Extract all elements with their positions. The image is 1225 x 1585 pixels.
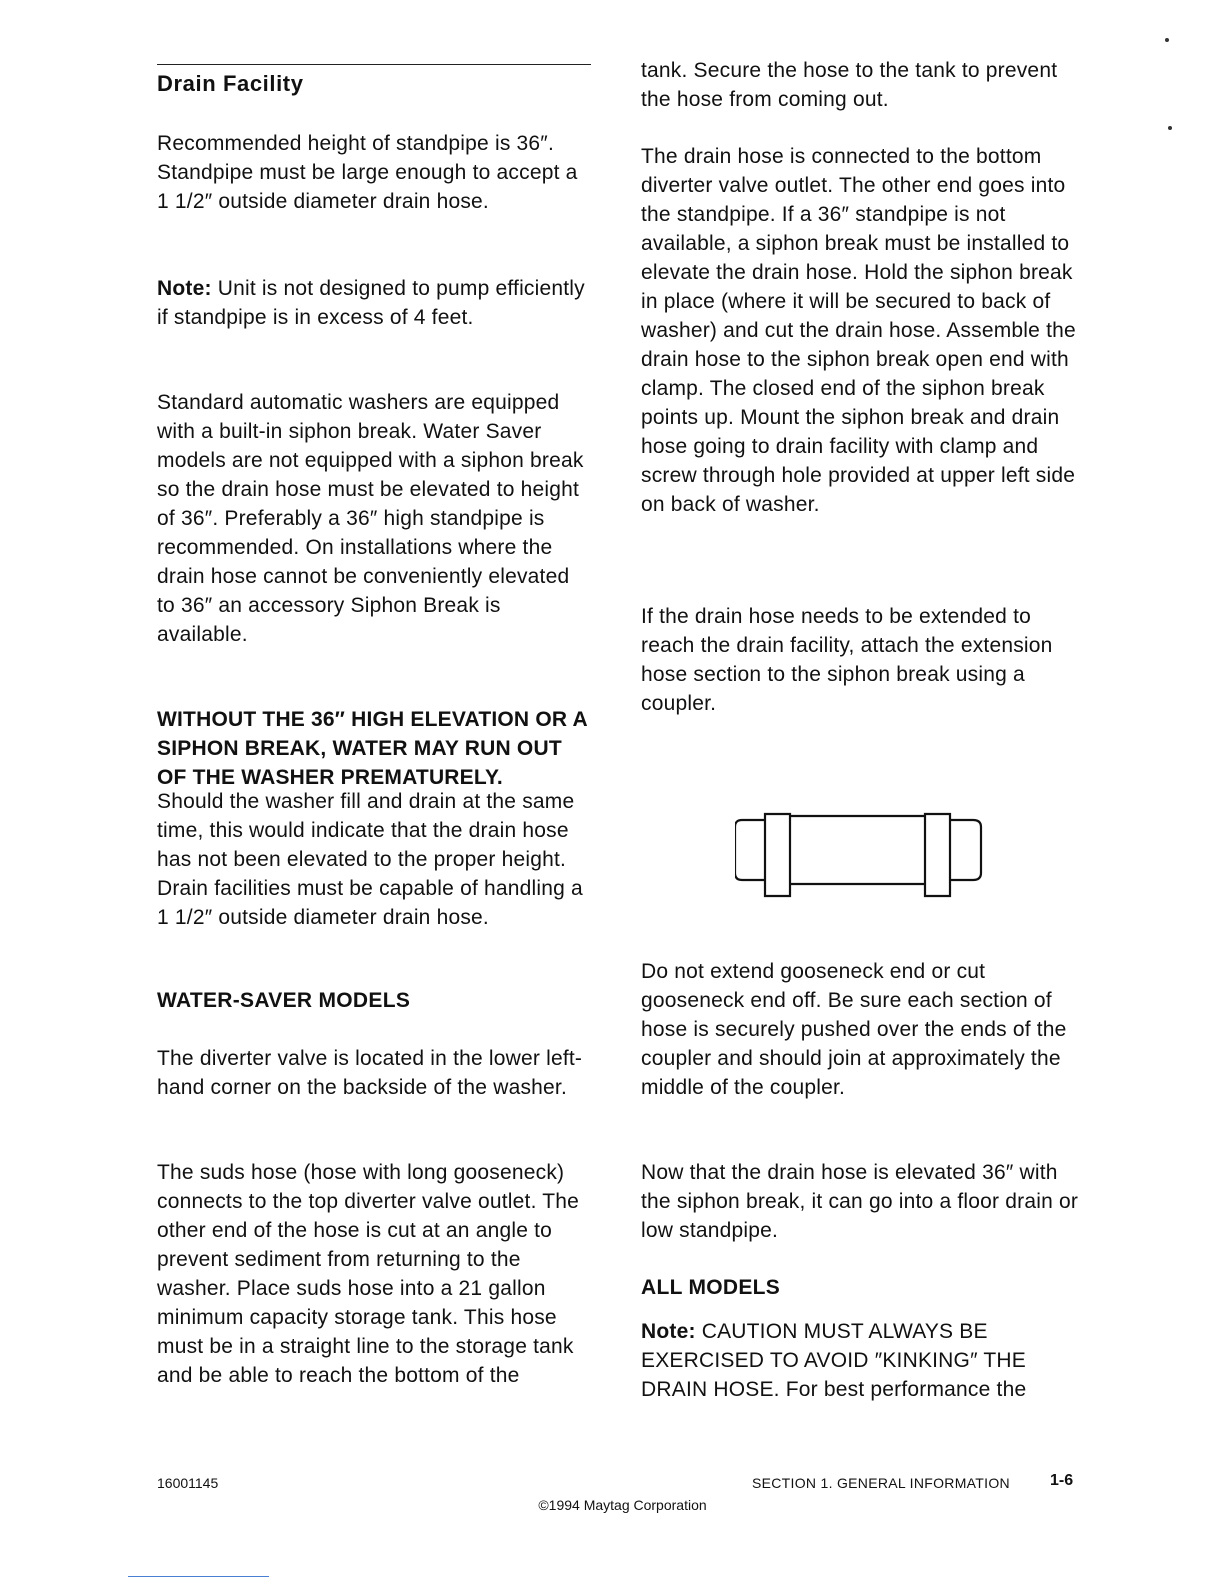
note-paragraph	[157, 274, 589, 332]
scan-speck	[1168, 126, 1172, 130]
extension-paragraph: If the drain hose needs to be extended to reach the drain facility, attach the extension hose section to the siphon break using a coupler.	[641, 605, 1053, 715]
coupler-right-end	[950, 820, 981, 880]
section-heading: Drain Facility	[157, 71, 304, 96]
diverter-valve-paragraph: The diverter valve is located in the lower left-hand corner on the backside of the washer.	[157, 1047, 583, 1099]
gooseneck-paragraph: Do not extend gooseneck end or cut gooseneck end off. Be sure each section of hose is securely pushed over the ends of the coupler and should join at approximately the middle of the coupler.	[641, 960, 1067, 1099]
elevated-paragraph: Now that the drain hose is elevated 36″ with the siphon break, it can go into a floor drain or low standpipe.	[641, 1161, 1079, 1242]
standpipe-paragraph: Recommended height of standpipe is 36″. Standpipe must be large enough to accept a 1 1/2″ outside diameter drain hose.	[157, 132, 578, 213]
document-number: 16001145	[157, 1475, 219, 1491]
bottom-link-underline	[128, 1576, 269, 1577]
drain-hose-paragraph: The drain hose is connected to the bottom diverter valve outlet. The other end goes into the standpipe. If a 36″ standpipe is not available, a siphon break must be installed to elevate the drain hose. Hold the siphon break in place (where it will be secured to back of washer) and cut the drain hose. Assemble the drain hose to the siphon break open end with clamp. The closed end of the siphon break points up. Mount the siphon break and drain hose going to drain facility with clamp and screw through hole provided at upper left side on back of washer.	[641, 145, 1076, 516]
copyright-notice: ©1994 Maytag Corporation	[538, 1497, 707, 1513]
coupler-body	[790, 816, 925, 884]
scan-speck	[1165, 38, 1169, 42]
page-number: 1-6	[1050, 1472, 1074, 1489]
note-label: Note:	[157, 277, 212, 300]
note-text: Unit is not designed to pump efficiently if standpipe is in excess of 4 feet.	[157, 277, 585, 329]
heading-rule	[157, 64, 591, 65]
warning-text: WITHOUT THE 36″ HIGH ELEVATION OR A SIPHON BREAK, WATER MAY RUN OUT OF THE WASHER PREMATURELY.	[157, 708, 588, 789]
coupler-left-collar	[765, 814, 790, 896]
section-label: SECTION 1. GENERAL INFORMATION	[752, 1475, 1010, 1491]
caution-paragraph	[641, 1317, 1081, 1404]
coupler-right-collar	[925, 814, 950, 896]
suds-hose-paragraph: The suds hose (hose with long gooseneck) connects to the top diverter valve outlet. The other end of the hose is cut at an angle to prevent sediment from returning to the washer. Place suds hose into a 21 gallon minimum capacity storage tank. This hose must be in a straight line to the storage tank and be able to reach the bottom of the	[157, 1161, 580, 1387]
fill-drain-paragraph: Should the washer fill and drain at the same time, this would indicate that the drain hose has not been elevated to the proper height. Drain facilities must be capable of handling a 1 1/2″ outside diameter drain hose.	[157, 790, 583, 929]
tank-paragraph: tank. Secure the hose to the tank to prevent the hose from coming out.	[641, 59, 1058, 111]
coupler-left-end	[735, 820, 765, 880]
water-saver-subheading: WATER-SAVER MODELS	[157, 989, 411, 1012]
coupler-illustration	[735, 810, 985, 900]
siphon-break-paragraph: Standard automatic washers are equipped with a built-in siphon break. Water Saver models are not equipped with a siphon break so the drain hose must be elevated to height of 36″. Preferably a 36″ high standpipe is recommended. On installations where the drain hose cannot be conveniently elevated to 36″ an accessory Siphon Break is available.	[157, 391, 584, 646]
caution-note-text: CAUTION MUST ALWAYS BE EXERCISED TO AVOID ″KINKING″ THE DRAIN HOSE. For best performance the	[641, 1320, 1027, 1401]
all-models-subheading: ALL MODELS	[641, 1276, 781, 1299]
caution-note-label: Note:	[641, 1320, 696, 1343]
